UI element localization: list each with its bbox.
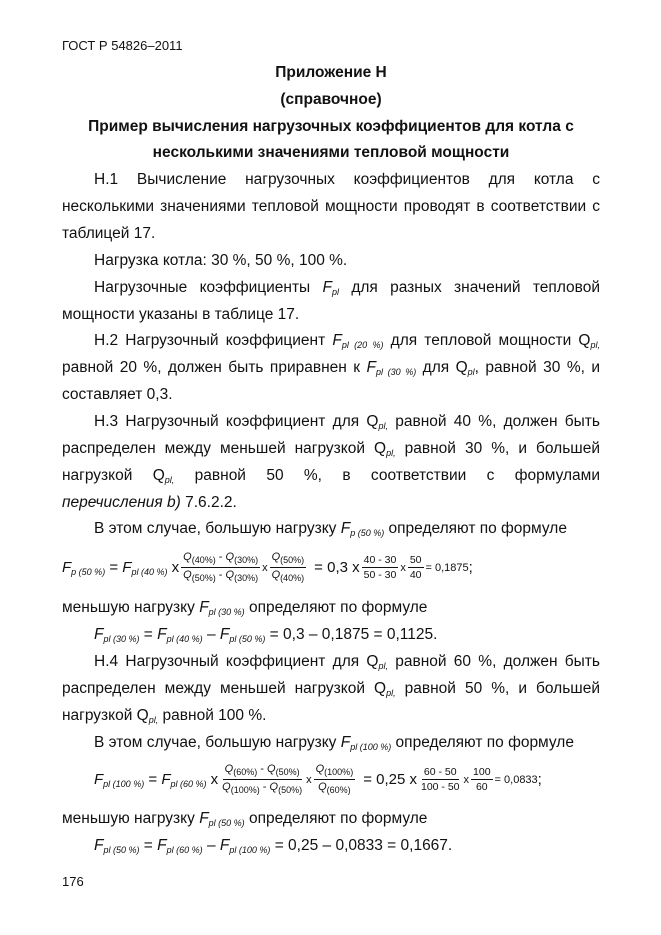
formula-1: $F_{p (50 \%)} = F_{pl (40 \%)}$ x $\frac{Q_{(40\%)} - Q_{(30\%)}}{Q_{(50\%)} - Q_{(30\%)}}$ x $\frac{Q_{(50\%)}}{Q_{(40\%)}}$ = 0,3 x $\frac{40 - 30}{50 - 30}$ x $\frac{50}{40}$ = 0,1875 ; xyxy=(62,551,473,583)
appendix-kind: (справочное) xyxy=(280,91,382,108)
paragraph-h2-line-3: составляет 0,3. xyxy=(62,386,173,403)
paragraph-load-values: Нагрузка котла: 30 %, 50 %, 100 %. xyxy=(94,252,348,269)
paragraph-h3-line-3: нагрузкой Qpl, равной 50 %, в соответствии с формулами xyxy=(62,467,600,485)
paragraph-lesser-load-1: меньшую нагрузку Fpl (30 %) определяют по формуле xyxy=(62,599,428,617)
formula-3: $F_{pl (100 \%)} = F_{pl (60 \%)}$ x $\frac{Q_{(60\%)} - Q_{(50\%)}}{Q_{(100\%)} - Q_{(50\%)}}$ x $\frac{Q_{(100\%)}}{Q_{(60\%)}}$ = 0,25 x $\frac{60 - 50}{100 - 50}$ x $\frac{100}{60}$ = 0,0833 ; xyxy=(94,763,542,795)
paragraph-h3-line-2: распределен между меньшей нагрузкой Qpl, равной 30 %, и большей xyxy=(62,440,601,458)
paragraph-coefficients-line-2: мощности указаны в таблице 17. xyxy=(62,306,300,323)
paragraph-h2-line-2: равной 20 %, должен быть приравнен к Fpl (30 %) для Qpl, равной 30 %, и xyxy=(62,359,601,377)
section-title-line-2: несколькими значениями тепловой мощности xyxy=(152,144,510,161)
formula-4: Fpl (50 %) = Fpl (60 %) – Fpl (100 %) = 0,25 – 0,0833 = 0,1667. xyxy=(94,837,453,855)
paragraph-h3-line-4: перечисления b) 7.6.2.2. xyxy=(62,494,237,511)
paragraph-lesser-load-2: меньшую нагрузку Fpl (50 %) определяют по формуле xyxy=(62,810,428,828)
paragraph-h1-line-3: таблицей 17. xyxy=(62,225,156,242)
paragraph-greater-load-1: В этом случае, большую нагрузку Fp (50 %) определяют по формуле xyxy=(94,520,567,538)
paragraph-h3-line-1: Н.3 Нагрузочный коэффициент для Qpl, равной 40 %, должен быть xyxy=(94,413,600,431)
page-number: 176 xyxy=(62,874,84,889)
paragraph-h1-line-1: Н.1 Вычисление нагрузочных коэффициентов для котла с xyxy=(94,171,600,188)
paragraph-h2-line-1: Н.2 Нагрузочный коэффициент Fpl (20 %) для тепловой мощности Qpl, xyxy=(94,332,600,350)
paragraph-h1-line-2: несколькими значениями тепловой мощности проводят в соответствии с xyxy=(62,198,600,215)
formula-2: Fpl (30 %) = Fpl (40 %) – Fpl (50 %) = 0,3 – 0,1875 = 0,1125. xyxy=(94,626,438,644)
paragraph-h4-line-2: распределен между меньшей нагрузкой Qpl, равной 50 %, и большей xyxy=(62,680,601,698)
paragraph-coefficients-line-1: Нагрузочные коэффициенты Fpl для разных значений тепловой xyxy=(94,279,600,297)
paragraph-greater-load-2: В этом случае, большую нагрузку Fpl (100 %) определяют по формуле xyxy=(94,734,574,752)
appendix-title: Приложение Н xyxy=(275,64,387,81)
paragraph-h4-line-1: Н.4 Нагрузочный коэффициент для Qpl, равной 60 %, должен быть xyxy=(94,653,600,671)
paragraph-h4-line-3: нагрузкой Qpl, равной 100 %. xyxy=(62,707,267,725)
document-header: ГОСТ Р 54826–2011 xyxy=(62,38,183,53)
section-title-line-1: Пример вычисления нагрузочных коэффициентов для котла с xyxy=(88,118,574,135)
